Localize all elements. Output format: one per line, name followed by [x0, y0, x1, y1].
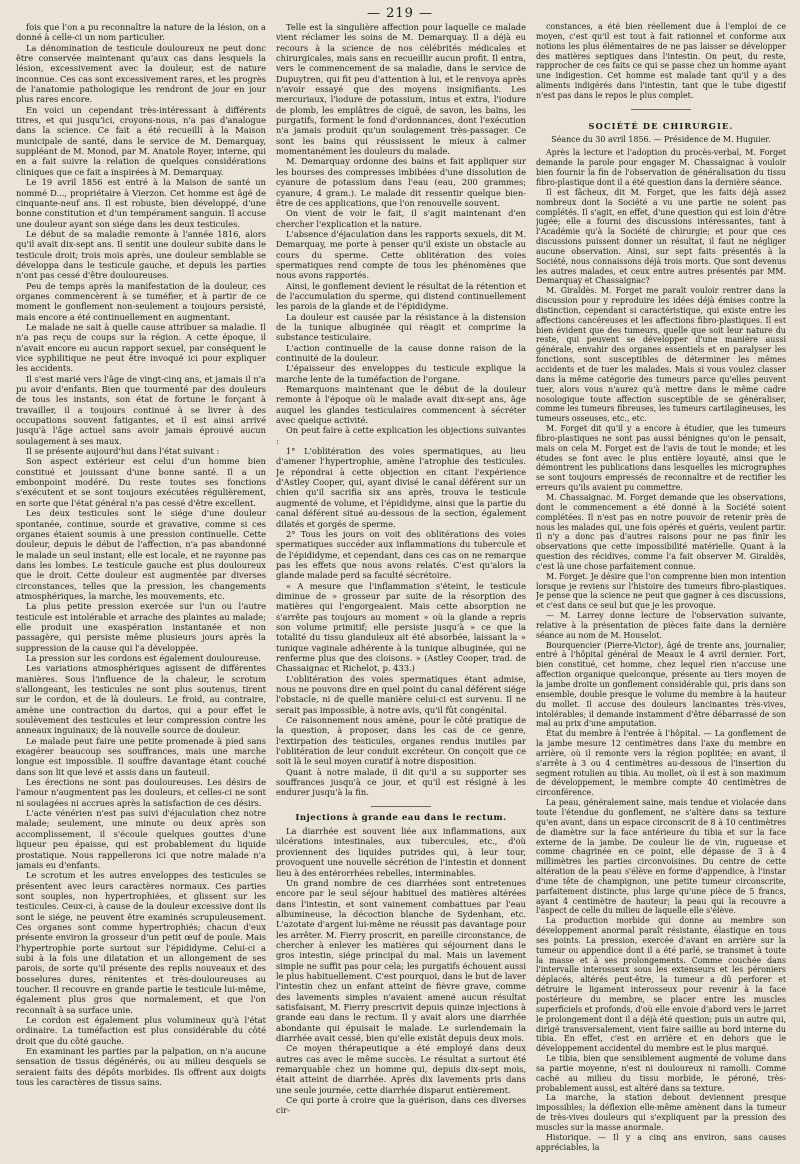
- paragraph: Un grand nombre de ces diarrhées sont entretenues encore par le seul séjour habituel des matières altérées dans l'intestin, et sont vainement combattues par l'eau albumineuse, la décoction blanche de Sydenham, etc. L'azotate d'argent lui-même ne réussit pas davantage pour les arrêter. M. Fierry proscrit, en pareille circonstance, de chercher à enlever les matières qui séjournent dans le gros intestin, siége principal du mal. Mais un lavement simple ne suffit pas pour cela; les purgatifs échouent aussi le plus habituellement. C'est pourquoi, dans le but de laver l'intestin chez un enfant atteint de fièvre grave, comme des lavements simples n'avaient amené aucun résultat satisfaisant, M. Fierry prescrivit depuis quinze injections à grande eau dans le rectum. Il y avait alors une diarrhée abondante qui épuisait le malade. Le surlendemain la diarrhée avait cessé, bien qu'elle existât depuis deux mois.: [276, 877, 526, 1043]
- paragraph: Il s'est marié vers l'âge de vingt-cinq ans, et jamais il n'a pu avoir d'enfants. Bien que tourmenté par des douleurs de tous les instants, son état de fortune le forçant à travailler, il a toujours continué à se livrer à des occupations souvent fatigantes, et il est ainsi arrivé jusqu'à l'âge actuel sans avoir jamais éprouvé aucun soulagement à ses maux.: [16, 373, 266, 446]
- paragraph: La peau, généralement saine, mais tendue et violacée dans toute l'étendue du gonflement, ne s'altère dans sa texture qu'en avant, dans un espace circonscrit de 8 à 10 centimètres de diamètre sur la face antérieure du tibia et sur la face externe de la jambe. De couleur lie de vin, rugueuse et comme chagrinée en ce point, elle dépasse de 3 à 4 millimètres les parties circonvoisines. Du centre de cette altération de la peau s'élève en forme d'appendice, à l'instar d'une tête de champignon, une petite tumeur circonscrite, parfaitement distincte, plus large qu'une pièce de 5 francs, ayant 4 centimètre de hauteur; la peau qui la recouvre a l'aspect de celle du milieu de laquelle elle s'élève.: [536, 798, 786, 916]
- column-right: [536, 22, 786, 1158]
- paragraph: Le cordon est également plus volumineux qu'à l'état ordinaire. La tuméfaction est plus considérable du côté droit que du côté gauche.: [16, 1015, 266, 1046]
- paragraph: En examinant les parties par la palpation, on n'a aucune sensation de tissus dégénérés, ou au milieu desquels se seraient faits des dépôts morbides. Ils offrent aux doigts tous les caractères de tissus sains.: [16, 1046, 266, 1088]
- paragraph: Le début de sa maladie remonte à l'année 1816, alors qu'il avait dix-sept ans. Il sentit une douleur subite dans le testicule droit; trois mois après, une douleur semblable se développa dans le testicule gauche, et depuis les parties n'ont pas cessé d'être douloureuses.: [16, 228, 266, 281]
- paragraph: La marche, la station debout deviennent presque impossibles; la déflexion elle-même amènent dans la tumeur de très-vives douleurs qui s'expliquent par la pression des muscles sur la masse anormale.: [536, 1093, 786, 1132]
- paragraph: Les deux testicules sont le siége d'une douleur spontanée, continue, sourde et gravative, comme si ces organes étaient soumis à une pression continuelle. Cette douleur, depuis le début de l'affection, n'a pas abandonné le malade un seul instant; elle est locale, et ne rayonne pas dans les lombes. Le testicule gauche est plus douloureux que le droit. Cette douleur est augmentée par diverses circonstances, telles que la pression, les changements atmosphériques, la marche, les mouvements, etc.: [16, 508, 266, 601]
- text-columns: [16, 22, 788, 1158]
- paragraph: L'acte vénérien n'est pas suivi d'éjaculation chez notre malade; seulement, une minute ou deux après son accomplissement, il s'écoule quelques gouttes d'une liqueur peu épaisse, qui est probablement du liquide prostatique. Nous rappellerons ici que notre malade n'a jamais eu d'enfants.: [16, 808, 266, 870]
- paragraph: État du membre à l'entrée à l'hôpital. — La gonflement de la jambe mesure 12 centimètres dans l'axe du membre en arrière, où il remonte vers la région poplitée; en avant, il s'arrête à 3 ou 4 centimètres au-dessous de l'insertion du segment rotulien au tibia. Au mollet, où il est à son maximum de développement, le membre compte 40 centimètres de circonférence.: [536, 729, 786, 798]
- paragraph: Le malade ne sait à quelle cause attribuer sa maladie. Il n'a pas reçu de coups sur la région. A cette époque, il n'avait encore eu aucun rapport sexuel, par conséquent le vice syphilitique ne peut être invoqué ici pour expliquer les accidents.: [16, 321, 266, 374]
- paragraph: — M. Larrey donne lecture de l'observation suivante, relative à la présentation de pièces faite dans la dernière séance au nom de M. Houselot.: [536, 611, 786, 640]
- paragraph: Remarquons maintenant que le début de la douleur remonte à l'époque où le malade avait dix-sept ans, âge auquel les glandes testiculaires commencent à sécréter avec quelque activité.: [276, 384, 526, 426]
- paragraph: Ce moyen thérapeutique a été employé dans deux autres cas avec le même succès. Le résultat a surtout été remarquable chez un homme qui, depuis dix-sept mois, était atteint de diarrhée. Après dix lavements pris dans une seule journée, cette diarrhée disparut entièrement.: [276, 1043, 526, 1095]
- paragraph: Le scrotum et les autres enveloppes des testicules se présentent avec leurs caractères normaux. Ces parties sont souples, non hypertrophiées, et glissent sur les testicules. Ceux-ci, à cause de la douleur excessive dont ils sont le siége, ne peuvent être examinés scrupuleusement. Ces organes sont comme hypertrophiés; chacun d'eux présente environ la grosseur d'un petit œuf de poule. Mais l'hypertrophie porte surtout sur l'épididyme. Celui-ci a subi à la fois une dilatation et un allongement de ses parois, de sorte qu'il présente des replis nouveaux et des bosselures dures, rénitentes et très-douloureuses au toucher. Il recouvre en grande partie le testicule lui-même, également plus gros que normalement, et que l'on reconnaît à sa surface unie.: [16, 870, 266, 1015]
- paragraph: Telle est la singulière affection pour laquelle ce malade vient réclamer les soins de M. Demarquay. Il a déjà eu recours à la science de nos célébrités médicales et chirurgicales, mais sans en recueillir aucun profit. Il entra, vers le commencement de sa maladie, dans le service de Dupuytren, qui fit peu d'attention à lui, et le renvoya après n'avoir essayé que des moyens insignifiants. Les mercuriaux, l'iodure de potassium, intus et extra, l'iodure de plomb, les emplâtres de ciguë, de savon, les bains, les purgatifs, forment le fond d'ordonnances, dont l'exécution n'a jamais produit qu'un soulagement très-passager. Ce sont les bains qui réussissent le mieux à calmer momentanément les douleurs du malade.: [276, 22, 526, 157]
- paragraph: M. Forget. Je désire que l'on comprenne bien mon intention lorsque je reviens sur l'histoire des tumeurs fibro-plastiques. Je pense que la science ne peut que gagner à ces discussions, et c'est dans ce seul but que je les provoque.: [536, 571, 786, 611]
- paragraph: La production morbide qui donne au membre son développement anormal paraît résistante, élastique en tous ses points. La pression, exercée d'avant en arrière sur la tumeur ou appendice dont il a été parlé, se transmet à toute la masse et à ses prolongements. Comme couchée dans l'intervalle interosseux sous les extenseurs et les péroniers déplacés, altérés peut-être, la tumeur a dû perforer et détruire le ligament interosseux pour revenir à la face postérieure du membre, se placer entre les muscles superficiels et profonds, d'où elle envoie d'abord vers le jarret le prolongement dont il a déjà été question; puis un autre qui, dirigé transversalement, vient faire saillie au bord interne du tibia. En effet, c'est en arrière et en dehors que le développement accidentel du membre est le plus marqué.: [536, 916, 786, 1054]
- paragraph: La dénomination de testicule douloureux ne peut donc être conservée maintenant qu'aux cas dans lesquels la lésion, excessivement avec la douleur, est de nature inconnue. Ces cas sont excessivement rares, et les progrès de l'anatomie pathologique les rendront de jour en jour plus rares encore.: [16, 42, 266, 105]
- paragraph: M. Demarquay ordonne des bains et fait appliquer sur les bourses des compresses imbibées d'une dissolution de cyanure de potassium dans l'eau (eau, 200 grammes; cyanure, 4 gram.). Le malade dit ressentir quelque bien-être de ces applications, que l'on renouvelle souvent.: [276, 156, 526, 208]
- divider: [631, 109, 691, 110]
- paragraph: Il se présente aujourd'hui dans l'état suivant :: [26, 446, 220, 457]
- paragraph: Son aspect extérieur est celui d'un homme bien constitué et jouissant d'une bonne santé. Il a un embonpoint modéré. Du reste toutes ses fonctions s'exécutent et se sont toujours exécutées régulièrement, en sorte que l'état général n'a pas cessé d'être excellent.: [16, 456, 266, 508]
- paragraph: « A mesure que l'inflammation s'éteint, le testicule diminue de » grosseur par suite de la résorption des matières qui l'engorgeaient. Mais cette absorption ne s'arrête pas toujours au moment » où la glande a repris son volume primitif; elle persiste jusqu'à » ce que la totalité du tissu glanduleux ait été absorbée, laissant la » tunique vaginale adhérente à la tunique albuginée, qui ne renferme plus que des cloisons. » (Astley Cooper, trad. de Chassaignac et Richelot, p. 433.): [276, 580, 526, 674]
- divider: [371, 806, 431, 807]
- paragraph: Après la lecture et l'adoption du procès-verbal, M. Forget demande la parole pour engager M. Chassaignac à vouloir bien fournir la fin de l'observation de généralisation du tissu fibro-plastique dont il a été question dans la dernière séance.: [536, 148, 786, 187]
- paragraph: 1° L'oblitération des voies spermatiques, au lieu d'amener l'hypertrophie, amène l'atrophie des testicules. Je répondrai à cette objection en citant l'expérience d'Astley Cooper, qui, ayant divisé le canal déférent sur un chien qu'il sacrifia six ans après, trouva le testicule augmenté de volume, et l'épididyme, ainsi que la partie du canal déférent situé au-dessous de la section, également dilatés et gorgés de sperme.: [276, 446, 526, 529]
- paragraph: La pression sur les cordons est également douloureuse.: [26, 652, 261, 663]
- paragraph: L'oblitération des voies spermatiques étant admise, nous ne pouvons dire en quel point du canal déférent siége l'obstacle, ni de quelle manière celui-ci est survenu. Il ne serait pas impossible, à notre avis, qu'il fût congénital.: [276, 673, 526, 715]
- paragraph: fois que l'on a pu reconnaître la nature de la lésion, on a donné à celle-ci un nom particulier.: [16, 22, 266, 43]
- paragraph: Ainsi, le gonflement devient le résultat de la rétention et de l'accumulation du sperme, qui distend continuellement les parois de la glande et de l'épididyme.: [276, 280, 526, 312]
- paragraph: Le tibia, bien que sensiblement augmenté de volume dans sa partie moyenne, n'est ni douloureux ni ramolli. Comme caché au milieu du tissu morbide, le péroné, très-probablement aussi, est altéré dans sa texture.: [536, 1054, 786, 1093]
- session-subtitle: Séance du 30 avril 1856. — Présidence de M. Huguier.: [551, 134, 771, 144]
- paragraph: En voici un cependant très-intéressant à différents titres, et qui jusqu'ici, croyons-nous, n'a pas d'analogue dans la science. Ce fait a été recueilli à la Maison municipale de santé, dans le service de M. Demarquay, suppléant de M. Monod, par M. Anatole Royer, interne, qui en a fait suivre la relation de quelques considérations cliniques que ce fait a inspirées à M. Demarquay.: [16, 104, 266, 177]
- paragraph: Le malade peut faire une petite promenade à pied sans exagérer beaucoup ses souffrances, mais une marche longue est impossible. Il souffre davantage étant couché dans son lit que levé et assis dans un fauteuil.: [16, 735, 266, 777]
- paragraph: Historique. — Il y a cinq ans environ, sans causes appréciables, la: [536, 1132, 786, 1152]
- paragraph: L'épaisseur des enveloppes du testicule explique la marche lente de la tuméfaction de l'organe.: [276, 363, 526, 384]
- paragraph: Peu de temps après la manifestation de la douleur, ces organes commencèrent à se tuméfier, et à partir de ce moment le gonflement non-seulement a toujours persisté, mais encore a été continuellement en augmentant.: [16, 280, 266, 322]
- section-title: SOCIÉTÉ DE CHIRURGIE.: [588, 120, 734, 131]
- column-middle: [276, 22, 526, 1158]
- paragraph: Quant à notre malade, il dit qu'il a su supporter ses souffrances jusqu'à ce jour, et qu'il est résigné à les endurer jusqu'à la fin.: [276, 766, 526, 798]
- paragraph: Bourquencier (Pierre-Victor), âgé de trente ans, journalier, entré à l'hôpital général de Meaux le 4 avril dernier. Fort, bien constitué, cet homme, chez lequel rien n'accuse une affection organique quelconque, présente au tiers moyen de la jambe droite un gonflement considérable qui, pris dans son ensemble, double presque le volume du membre à la hauteur du mollet. Il accuse des douleurs lancinantes très-vives, intolérables; il demande instamment d'être débarrassé de son mal au prix d'une amputation.: [536, 640, 786, 729]
- paragraph: Ce qui porte à croire que la guérison, dans ces diverses cir-: [276, 1095, 526, 1116]
- paragraph: Le 19 avril 1856 est entré à la Maison de santé un nommé D..., propriétaire à Vierzon. Cet homme est âgé de cinquante-neuf ans. Il est robuste, bien développé, d'une bonne constitution et d'un tempérament sanguin. Il accuse une douleur ayant son siége dans les deux testicules.: [16, 177, 266, 229]
- paragraph: Il est fâcheux, dit M. Forget, que les faits déjà assez nombreux dont la Société a vu une partie ne soient pas complétés. Il s'agit, en effet, d'une question qui est loin d'être jugée; elle a fourni des discussions intéressantes, tant à l'Académie qu'à la Société de chirurgie; et pour que ces discussions puissent donner un résultat, il faut ne négliger aucune observation. Ainsi, sur sept faits présentés à la Société, nous connaissons déjà trois morts. Que sont devenus les autres malades, et ceux entre autres présentés par MM. Demarquay et Chassaignac?: [536, 187, 786, 286]
- paragraph: Les érections ne sont pas douloureuses. Les désirs de l'amour n'augmentent pas les douleurs, et celles-ci ne sont ni soulagées ni accrues après la satisfaction de ces désirs.: [16, 777, 266, 808]
- paragraph: M. Giraldès. M. Forget me paraît vouloir rentrer dans la discussion pour y reproduire les idées déjà émises contre la distinction, cependant si caractéristique, qui existe entre les affections cancéreuses et les affections fibro-plastiques. Il est bien évident que des tumeurs, quelle que soit leur nature du reste, qui peuvent se développer d'une manière aussi générale, envahir des organes essentiels et en paralyser les fonctions, sont susceptibles de déterminer les mêmes accidents et de tuer les malades. Mais si vous voulez classer dans la même catégorie des tumeurs parce qu'elles peuvent tuer, alors vous n'aurez qu'à mettre dans le même cadre nosologique toute affection susceptible de se généraliser, comme les tumeurs fibreuses, les tumeurs cartilagineuses, les tumeurs osseuses, etc., etc.: [536, 286, 786, 424]
- column-left: [16, 22, 266, 1158]
- paragraph: constances, a été bien réellement due à l'emploi de ce moyen, c'est qu'il est tout à fait rationnel et conforme aux notions les plus élémentaires de ne pas laisser se développer des matières septiques dans l'intestin. On peut, du reste, rapprocher de ces faits ce qui se passe chez un homme ayant une indigestion. Cet homme est malade tant qu'il y a des aliments indigérés dans l'intestin, tant que le tube digestif n'est pas dans le repos le plus complet.: [536, 22, 786, 100]
- paragraph: L'absence d'éjaculation dans les rapports sexuels, dit M. Demarquay, me porte à penser qu'il existe un obstacle au cours du sperme. Cette oblitération des voies spermatiques rend compte de tous les phénomènes que nous avons rapportés.: [276, 228, 526, 281]
- paragraph: M. Chassaignac. M. Forget demande que les observations, dont le commencement a été donné à la Société soient complétées. Il n'est pas en notre pouvoir de retenir près de nous les malades qui, une fois opérés et guéris, veulent partir. Il n'y a donc pas d'autres raisons pour ne pas finir les observations que cette impossibilité matérielle. Quant à la question des récidives, comme l'a fait observer M. Giraldès, c'est là une chose parfaitement connue.: [536, 492, 786, 571]
- paragraph: Les variations atmosphériques agissent de différentes manières. Sous l'influence de la chaleur, le scrotum s'allongeant, les testicules ne sont plus soutenus, tirent sur le cordon, et de là douleurs. Le froid, au contraire, amène une contraction du dartos, qui a pour effet le soulèvement des testicules et leur compression contre les anneaux inguinaux; de là nouvelle source de douleur.: [16, 663, 266, 736]
- section-title: Injections à grande eau dans le rectum.: [295, 812, 507, 823]
- paragraph: Ce raisonnement nous amène, pour le côté pratique de la question, à proposer, dans les cas de ce genre, l'extirpation des testicules, organes rendus inutiles par l'oblitération de leur conduit excréteur. On conçoit que ce soit là le seul moyen curatif à notre disposition.: [276, 715, 526, 767]
- paragraph: La plus petite pression exercée sur l'un ou l'autre testicule est intolérable et arrache des plaintes au malade; elle produit une exaspération instantanée et non passagère, qui persiste même plusieurs jours après la suppression de la cause qui l'a développée.: [16, 601, 266, 653]
- paragraph: 2° Tous les jours on voit des oblitérations des voies spermatiques succéder aux inflammations du tubercule et de l'épididyme, et cependant, dans ces cas on ne remarque pas les effets que nous avons relatés. C'est qu'alors la glande malade perd sa faculté sécrétoire.: [276, 528, 526, 581]
- paragraph: On peut faire à cette explication les objections suivantes :: [276, 425, 526, 446]
- page-number: — 219 —: [366, 6, 434, 21]
- paragraph: La douleur est causée par la résistance à la distension de la tunique albuginée qui réagit et comprime la substance testiculaire.: [276, 311, 526, 343]
- paragraph: L'action continuelle de la cause donne raison de la continuité de la douleur.: [276, 342, 526, 363]
- paragraph: On vient de voir le fait, il s'agit maintenant d'en chercher l'explication et la nature.: [276, 208, 526, 229]
- paragraph: La diarrhée est souvent liée aux inflammations, aux ulcérations intestinales, aux tubercules, etc., d'où proviennent des liquides putrides qui, à leur tour, provoquent une nouvelle sécrétion de l'intestin et donnent lieu à des entérorrhées rebelles, interminables.: [276, 826, 526, 878]
- paragraph: M. Forget dit qu'il y a encore à étudier, que les tumeurs fibro-plastiques ne sont pas aussi bénignes qu'on le pensait, mais on cela M. Forget est de l'avis de tout le monde; et les études se font avec le plus entière loyauté, ainsi que le démontrent les publications dans lesquelles les micrographes se sont toujours empressés de reconnaître et de rectifier les erreurs qu'ils avaient pu commettre.: [536, 424, 786, 493]
